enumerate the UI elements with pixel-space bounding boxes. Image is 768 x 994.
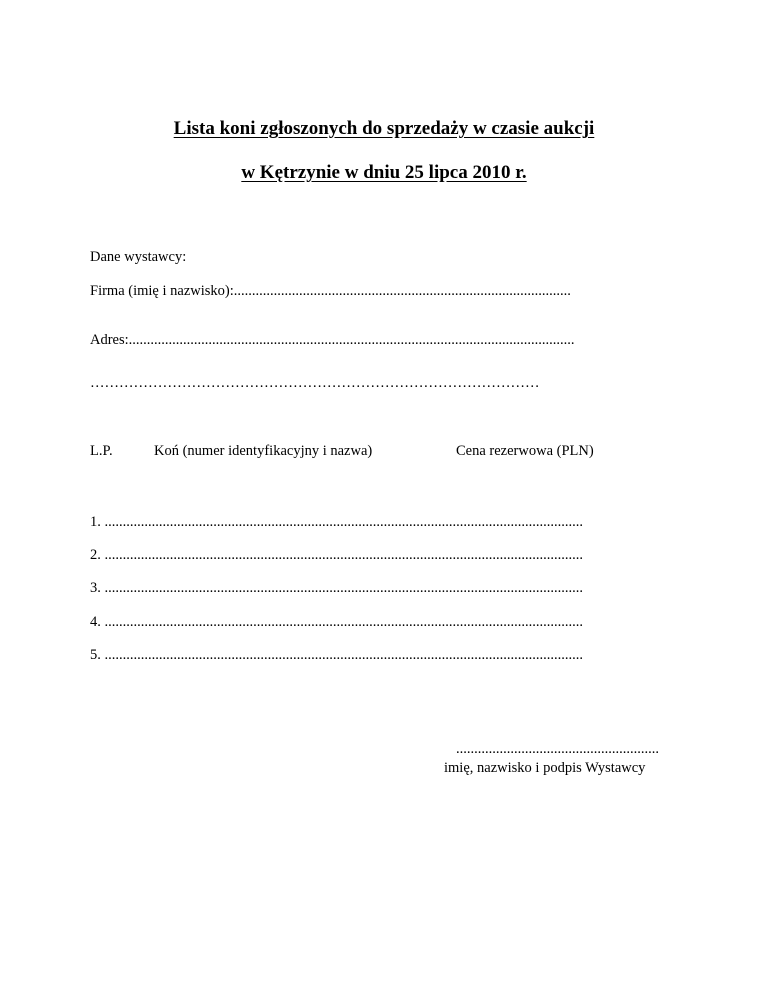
horse-row-2: 2. .................................................................................................................................... [90,547,583,563]
signature-label: imię, nazwisko i podpis Wystawcy [444,760,646,776]
column-header-lp: L.P. [90,443,113,459]
address-continuation-line: ………………………………………………………………………………… [90,375,540,391]
signature-line: ........................................................ [456,741,659,757]
horse-row-1: 1. .................................................................................................................................... [90,514,583,530]
horse-row-5: 5. .................................................................................................................................... [90,647,583,663]
address-field-line: Adres:........................................................................................................................... [90,332,575,348]
horse-row-4: 4. .................................................................................................................................... [90,614,583,630]
horse-row-3: 3. .................................................................................................................................... [90,580,583,596]
document-title-line-1: Lista koni zgłoszonych do sprzedaży w czasie aukcji [173,118,595,139]
column-header-horse: Koń (numer identyfikacyjny i nazwa) [154,443,373,459]
column-header-price: Cena rezerwowa (PLN) [456,443,594,459]
document-title-line-2: w Kętrzynie w dniu 25 lipca 2010 r. [241,162,527,183]
firm-field-line: Firma (imię i nazwisko):............................................................................................. [90,283,571,299]
exhibitor-heading: Dane wystawcy: [90,249,187,265]
